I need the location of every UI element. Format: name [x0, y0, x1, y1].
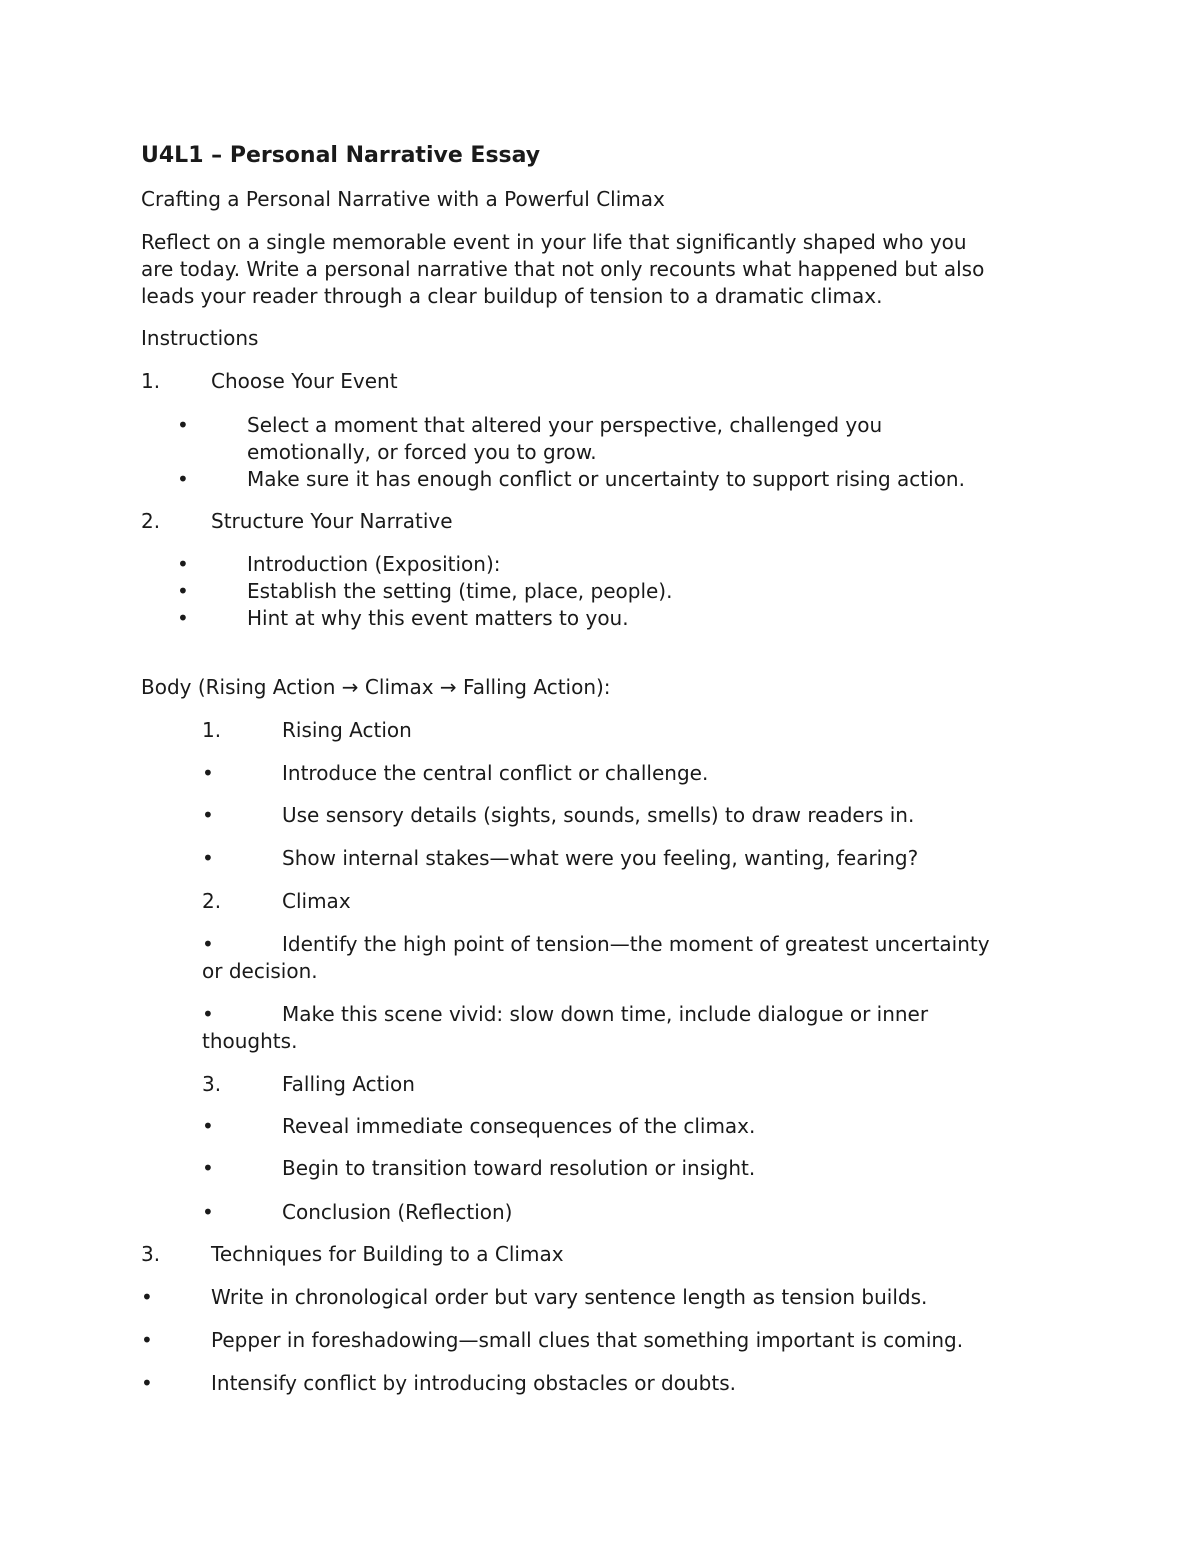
- intro-line: Reflect on a single memorable event in your life that significantly shaped who you: [141, 230, 967, 254]
- bullet-text: Show internal stakes—what were you feeling, wanting, fearing?: [282, 846, 919, 870]
- bullet-icon: •: [202, 1114, 214, 1138]
- subsection-heading: Climax: [282, 889, 351, 913]
- bullet-text: Make this scene vivid: slow down time, include dialogue or inner: [282, 1002, 929, 1026]
- section-heading: Structure Your Narrative: [211, 509, 453, 533]
- list-number: 3.: [202, 1072, 222, 1096]
- bullet-icon: •: [177, 606, 189, 630]
- bullet-icon: •: [177, 413, 189, 437]
- bullet-icon: •: [202, 1002, 214, 1026]
- list-number: 2.: [141, 509, 161, 533]
- intro-line: are today. Write a personal narrative that not only recounts what happened but also: [141, 257, 985, 281]
- bullet-text: thoughts.: [202, 1029, 298, 1053]
- bullet-text: Begin to transition toward resolution or insight.: [282, 1156, 756, 1180]
- bullet-text: Introduction (Exposition):: [247, 552, 501, 576]
- document-title: U4L1 – Personal Narrative Essay: [141, 143, 541, 168]
- bullet-text: emotionally, or forced you to grow.: [247, 440, 597, 464]
- bullet-icon: •: [202, 761, 214, 785]
- bullet-icon: •: [141, 1328, 153, 1352]
- bullet-text: Use sensory details (sights, sounds, smells) to draw readers in.: [282, 803, 915, 827]
- section-heading: Techniques for Building to a Climax: [211, 1242, 564, 1266]
- bullet-text: or decision.: [202, 959, 318, 983]
- list-number: 3.: [141, 1242, 161, 1266]
- bullet-text: Hint at why this event matters to you.: [247, 606, 629, 630]
- bullet-icon: •: [177, 467, 189, 491]
- bullet-text: Introduce the central conflict or challenge.: [282, 761, 709, 785]
- bullet-text: Identify the high point of tension—the moment of greatest uncertainty: [282, 932, 990, 956]
- bullet-icon: •: [202, 932, 214, 956]
- bullet-icon: •: [202, 846, 214, 870]
- list-number: 1.: [202, 718, 222, 742]
- instructions-heading: Instructions: [141, 326, 259, 350]
- bullet-text: Pepper in foreshadowing—small clues that something important is coming.: [211, 1328, 964, 1352]
- bullet-icon: •: [141, 1285, 153, 1309]
- bullet-icon: •: [202, 1200, 214, 1224]
- document-subtitle: Crafting a Personal Narrative with a Powerful Climax: [141, 187, 665, 211]
- section-heading: Choose Your Event: [211, 369, 398, 393]
- intro-line: leads your reader through a clear buildup of tension to a dramatic climax.: [141, 284, 883, 308]
- bullet-icon: •: [177, 552, 189, 576]
- subsection-heading: Rising Action: [282, 718, 412, 742]
- bullet-text: Write in chronological order but vary sentence length as tension builds.: [211, 1285, 928, 1309]
- bullet-text: Select a moment that altered your perspective, challenged you: [247, 413, 883, 437]
- list-number: 1.: [141, 369, 161, 393]
- bullet-text: Reveal immediate consequences of the climax.: [282, 1114, 756, 1138]
- bullet-text: Make sure it has enough conflict or uncertainty to support rising action.: [247, 467, 965, 491]
- list-number: 2.: [202, 889, 222, 913]
- body-heading: Body (Rising Action → Climax → Falling Action):: [141, 675, 611, 699]
- subsection-heading: Falling Action: [282, 1072, 415, 1096]
- bullet-text: Conclusion (Reflection): [282, 1200, 513, 1224]
- bullet-text: Establish the setting (time, place, people).: [247, 579, 673, 603]
- bullet-icon: •: [141, 1371, 153, 1395]
- bullet-icon: •: [202, 803, 214, 827]
- bullet-icon: •: [202, 1156, 214, 1180]
- bullet-icon: •: [177, 579, 189, 603]
- bullet-text: Intensify conflict by introducing obstacles or doubts.: [211, 1371, 736, 1395]
